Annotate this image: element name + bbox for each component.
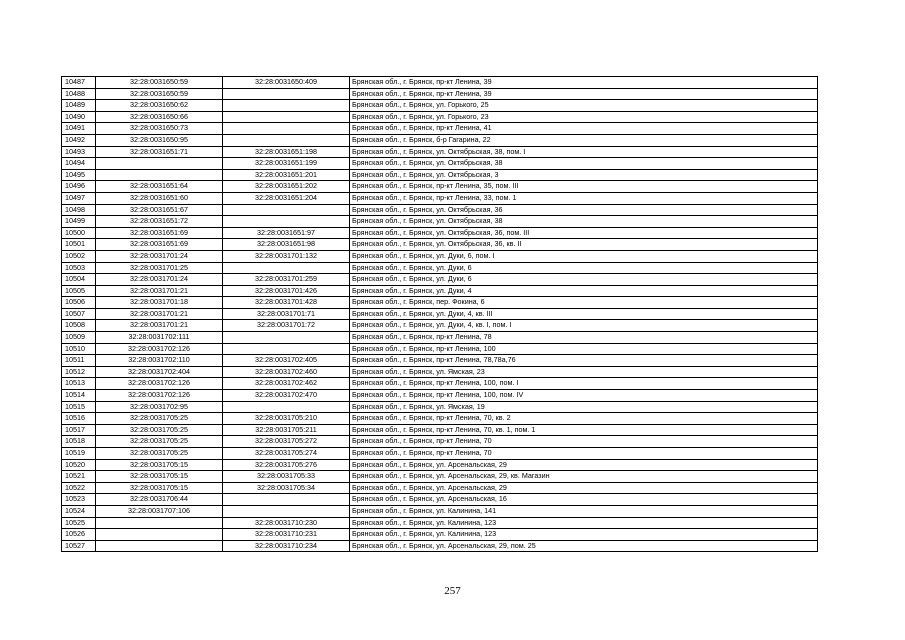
address-cell: Брянская обл., г. Брянск, ул. Арсенальская, 29, кв. Магазин — [350, 471, 818, 483]
object-cadastral-number-cell: 32:28:0031705:272 — [223, 436, 350, 448]
table-row — [62, 355, 818, 367]
object-cadastral-number-cell — [223, 216, 350, 228]
parcel-cadastral-number-cell: 32:28:0031705:15 — [96, 459, 223, 471]
parcel-cadastral-number-cell: 32:28:0031702:95 — [96, 401, 223, 413]
table-row — [62, 332, 818, 344]
row-number-cell: 10504 — [62, 274, 96, 286]
parcel-cadastral-number-cell: 32:28:0031701:21 — [96, 320, 223, 332]
address-cell: Брянская обл., г. Брянск, пр-кт Ленина, 100, пом. I — [350, 378, 818, 390]
table-row — [62, 401, 818, 413]
table-row — [62, 390, 818, 402]
parcel-cadastral-number-cell: 32:28:0031702:111 — [96, 332, 223, 344]
row-number-cell: 10501 — [62, 239, 96, 251]
object-cadastral-number-cell: 32:28:0031702:405 — [223, 355, 350, 367]
row-number-cell: 10514 — [62, 390, 96, 402]
table-row — [62, 343, 818, 355]
row-number-cell: 10497 — [62, 192, 96, 204]
row-number-cell: 10509 — [62, 332, 96, 344]
address-cell: Брянская обл., г. Брянск, ул. Арсенальская, 29 — [350, 482, 818, 494]
object-cadastral-number-cell: 32:28:0031705:33 — [223, 471, 350, 483]
parcel-cadastral-number-cell: 32:28:0031651:67 — [96, 204, 223, 216]
parcel-cadastral-number-cell: 32:28:0031701:24 — [96, 250, 223, 262]
address-cell: Брянская обл., г. Брянск, ул. Дуки, 6, пом. I — [350, 250, 818, 262]
address-cell: Брянская обл., г. Брянск, ул. Октябрьская, 38 — [350, 216, 818, 228]
address-cell: Брянская обл., г. Брянск, пр-кт Ленина, 100 — [350, 343, 818, 355]
object-cadastral-number-cell — [223, 204, 350, 216]
object-cadastral-number-cell: 32:28:0031710:234 — [223, 540, 350, 552]
parcel-cadastral-number-cell: 32:28:0031701:24 — [96, 274, 223, 286]
table-row — [62, 158, 818, 170]
row-number-cell: 10494 — [62, 158, 96, 170]
parcel-cadastral-number-cell — [96, 529, 223, 541]
row-number-cell: 10513 — [62, 378, 96, 390]
table-row — [62, 111, 818, 123]
object-cadastral-number-cell: 32:28:0031705:211 — [223, 424, 350, 436]
parcel-cadastral-number-cell: 32:28:0031705:15 — [96, 482, 223, 494]
address-cell: Брянская обл., г. Брянск, пр-кт Ленина, 78,78а,76 — [350, 355, 818, 367]
address-cell: Брянская обл., г. Брянск, пр-кт Ленина, 35, пом. III — [350, 181, 818, 193]
address-cell: Брянская обл., г. Брянск, пр-кт Ленина, 70 — [350, 448, 818, 460]
address-cell: Брянская обл., г. Брянск, б-р Гагарина, 22 — [350, 134, 818, 146]
parcel-cadastral-number-cell: 32:28:0031651:72 — [96, 216, 223, 228]
object-cadastral-number-cell: 32:28:0031701:426 — [223, 285, 350, 297]
parcel-cadastral-number-cell — [96, 158, 223, 170]
row-number-cell: 10519 — [62, 448, 96, 460]
row-number-cell: 10503 — [62, 262, 96, 274]
address-cell: Брянская обл., г. Брянск, пр-кт Ленина, 41 — [350, 123, 818, 135]
object-cadastral-number-cell: 32:28:0031701:428 — [223, 297, 350, 309]
parcel-cadastral-number-cell: 32:28:0031651:71 — [96, 146, 223, 158]
object-cadastral-number-cell — [223, 505, 350, 517]
table-row — [62, 274, 818, 286]
table-row — [62, 250, 818, 262]
table-row — [62, 181, 818, 193]
row-number-cell: 10510 — [62, 343, 96, 355]
address-cell: Брянская обл., г. Брянск, ул. Дуки, 4, кв. I, пом. I — [350, 320, 818, 332]
object-cadastral-number-cell: 32:28:0031705:34 — [223, 482, 350, 494]
row-number-cell: 10520 — [62, 459, 96, 471]
parcel-cadastral-number-cell — [96, 540, 223, 552]
object-cadastral-number-cell: 32:28:0031701:71 — [223, 308, 350, 320]
table-row — [62, 482, 818, 494]
object-cadastral-number-cell: 32:28:0031705:274 — [223, 448, 350, 460]
table-row — [62, 134, 818, 146]
row-number-cell: 10490 — [62, 111, 96, 123]
address-cell: Брянская обл., г. Брянск, пр-кт Ленина, 33, пом. 1 — [350, 192, 818, 204]
table-row — [62, 308, 818, 320]
table-row — [62, 529, 818, 541]
row-number-cell: 10517 — [62, 424, 96, 436]
row-number-cell: 10524 — [62, 505, 96, 517]
table-row — [62, 505, 818, 517]
address-cell: Брянская обл., г. Брянск, пер. Фокина, 6 — [350, 297, 818, 309]
parcel-cadastral-number-cell — [96, 169, 223, 181]
row-number-cell: 10521 — [62, 471, 96, 483]
address-cell: Брянская обл., г. Брянск, ул. Арсенальская, 16 — [350, 494, 818, 506]
parcel-cadastral-number-cell: 32:28:0031705:25 — [96, 424, 223, 436]
address-cell: Брянская обл., г. Брянск, ул. Октябрьская, 36, пом. III — [350, 227, 818, 239]
table-row — [62, 320, 818, 332]
object-cadastral-number-cell: 32:28:0031702:462 — [223, 378, 350, 390]
parcel-cadastral-number-cell: 32:28:0031651:60 — [96, 192, 223, 204]
object-cadastral-number-cell: 32:28:0031710:231 — [223, 529, 350, 541]
parcel-cadastral-number-cell: 32:28:0031705:25 — [96, 413, 223, 425]
row-number-cell: 10525 — [62, 517, 96, 529]
row-number-cell: 10522 — [62, 482, 96, 494]
row-number-cell: 10491 — [62, 123, 96, 135]
row-number-cell: 10488 — [62, 88, 96, 100]
address-cell: Брянская обл., г. Брянск, пр-кт Ленина, 70 — [350, 436, 818, 448]
parcel-cadastral-number-cell: 32:28:0031705:15 — [96, 471, 223, 483]
table-row — [62, 413, 818, 425]
table-row — [62, 100, 818, 112]
row-number-cell: 10507 — [62, 308, 96, 320]
parcel-cadastral-number-cell: 32:28:0031651:69 — [96, 239, 223, 251]
row-number-cell: 10516 — [62, 413, 96, 425]
table-row — [62, 88, 818, 100]
row-number-cell: 10526 — [62, 529, 96, 541]
row-number-cell: 10523 — [62, 494, 96, 506]
parcel-cadastral-number-cell: 32:28:0031702:126 — [96, 343, 223, 355]
table-row — [62, 204, 818, 216]
object-cadastral-number-cell: 32:28:0031710:230 — [223, 517, 350, 529]
address-cell: Брянская обл., г. Брянск, ул. Октябрьская, 36, кв. II — [350, 239, 818, 251]
object-cadastral-number-cell: 32:28:0031705:210 — [223, 413, 350, 425]
object-cadastral-number-cell — [223, 111, 350, 123]
object-cadastral-number-cell — [223, 332, 350, 344]
object-cadastral-number-cell: 32:28:0031701:259 — [223, 274, 350, 286]
address-cell: Брянская обл., г. Брянск, ул. Калинина, 123 — [350, 517, 818, 529]
table-body — [62, 77, 818, 552]
row-number-cell: 10499 — [62, 216, 96, 228]
row-number-cell: 10506 — [62, 297, 96, 309]
parcel-cadastral-number-cell: 32:28:0031706:44 — [96, 494, 223, 506]
table-row — [62, 146, 818, 158]
row-number-cell: 10502 — [62, 250, 96, 262]
object-cadastral-number-cell — [223, 134, 350, 146]
address-cell: Брянская обл., г. Брянск, ул. Ямская, 19 — [350, 401, 818, 413]
parcel-cadastral-number-cell: 32:28:0031702:404 — [96, 366, 223, 378]
table-row — [62, 169, 818, 181]
address-cell: Брянская обл., г. Брянск, ул. Арсенальская, 29, пом. 25 — [350, 540, 818, 552]
parcel-cadastral-number-cell: 32:28:0031650:95 — [96, 134, 223, 146]
parcel-cadastral-number-cell: 32:28:0031651:69 — [96, 227, 223, 239]
address-cell: Брянская обл., г. Брянск, ул. Октябрьская, 38 — [350, 158, 818, 170]
parcel-cadastral-number-cell: 32:28:0031650:73 — [96, 123, 223, 135]
row-number-cell: 10511 — [62, 355, 96, 367]
parcel-cadastral-number-cell: 32:28:0031702:126 — [96, 378, 223, 390]
object-cadastral-number-cell: 32:28:0031651:97 — [223, 227, 350, 239]
row-number-cell: 10527 — [62, 540, 96, 552]
address-cell: Брянская обл., г. Брянск, ул. Калинина, 123 — [350, 529, 818, 541]
row-number-cell: 10495 — [62, 169, 96, 181]
object-cadastral-number-cell — [223, 494, 350, 506]
object-cadastral-number-cell: 32:28:0031651:198 — [223, 146, 350, 158]
parcel-cadastral-number-cell: 32:28:0031650:66 — [96, 111, 223, 123]
address-cell: Брянская обл., г. Брянск, пр-кт Ленина, 78 — [350, 332, 818, 344]
parcel-cadastral-number-cell: 32:28:0031707:106 — [96, 505, 223, 517]
object-cadastral-number-cell: 32:28:0031702:470 — [223, 390, 350, 402]
address-cell: Брянская обл., г. Брянск, пр-кт Ленина, 100, пом. IV — [350, 390, 818, 402]
table-row — [62, 192, 818, 204]
table-row — [62, 517, 818, 529]
table-row — [62, 227, 818, 239]
table-row — [62, 123, 818, 135]
parcel-cadastral-number-cell: 32:28:0031650:59 — [96, 77, 223, 89]
address-cell: Брянская обл., г. Брянск, ул. Арсенальская, 29 — [350, 459, 818, 471]
object-cadastral-number-cell: 32:28:0031651:98 — [223, 239, 350, 251]
object-cadastral-number-cell — [223, 123, 350, 135]
address-cell: Брянская обл., г. Брянск, ул. Дуки, 4, кв. III — [350, 308, 818, 320]
table-row — [62, 216, 818, 228]
table-row — [62, 494, 818, 506]
row-number-cell: 10492 — [62, 134, 96, 146]
parcel-cadastral-number-cell: 32:28:0031701:25 — [96, 262, 223, 274]
address-cell: Брянская обл., г. Брянск, пр-кт Ленина, 70, кв. 2 — [350, 413, 818, 425]
parcel-cadastral-number-cell — [96, 517, 223, 529]
row-number-cell: 10489 — [62, 100, 96, 112]
table-row — [62, 448, 818, 460]
table-row — [62, 424, 818, 436]
object-cadastral-number-cell: 32:28:0031651:204 — [223, 192, 350, 204]
table-row — [62, 366, 818, 378]
parcel-cadastral-number-cell: 32:28:0031651:64 — [96, 181, 223, 193]
address-cell: Брянская обл., г. Брянск, ул. Горького, 25 — [350, 100, 818, 112]
object-cadastral-number-cell — [223, 401, 350, 413]
table-row — [62, 378, 818, 390]
row-number-cell: 10518 — [62, 436, 96, 448]
object-cadastral-number-cell: 32:28:0031701:132 — [223, 250, 350, 262]
table-row — [62, 297, 818, 309]
object-cadastral-number-cell — [223, 88, 350, 100]
row-number-cell: 10512 — [62, 366, 96, 378]
parcel-cadastral-number-cell: 32:28:0031702:110 — [96, 355, 223, 367]
address-cell: Брянская обл., г. Брянск, ул. Октябрьская, 36 — [350, 204, 818, 216]
parcel-cadastral-number-cell: 32:28:0031705:25 — [96, 448, 223, 460]
object-cadastral-number-cell — [223, 100, 350, 112]
object-cadastral-number-cell: 32:28:0031651:202 — [223, 181, 350, 193]
row-number-cell: 10493 — [62, 146, 96, 158]
row-number-cell: 10505 — [62, 285, 96, 297]
parcel-cadastral-number-cell: 32:28:0031650:62 — [96, 100, 223, 112]
object-cadastral-number-cell: 32:28:0031705:276 — [223, 459, 350, 471]
object-cadastral-number-cell — [223, 262, 350, 274]
table-row — [62, 459, 818, 471]
object-cadastral-number-cell: 32:28:0031651:201 — [223, 169, 350, 181]
row-number-cell: 10508 — [62, 320, 96, 332]
object-cadastral-number-cell — [223, 343, 350, 355]
address-cell: Брянская обл., г. Брянск, ул. Калинина, 141 — [350, 505, 818, 517]
address-cell: Брянская обл., г. Брянск, ул. Дуки, 6 — [350, 262, 818, 274]
object-cadastral-number-cell: 32:28:0031702:460 — [223, 366, 350, 378]
row-number-cell: 10496 — [62, 181, 96, 193]
parcel-cadastral-number-cell: 32:28:0031701:21 — [96, 308, 223, 320]
table-row — [62, 436, 818, 448]
table-row — [62, 262, 818, 274]
address-cell: Брянская обл., г. Брянск, ул. Горького, 23 — [350, 111, 818, 123]
row-number-cell: 10487 — [62, 77, 96, 89]
row-number-cell: 10498 — [62, 204, 96, 216]
parcel-cadastral-number-cell: 32:28:0031705:25 — [96, 436, 223, 448]
object-cadastral-number-cell: 32:28:0031701:72 — [223, 320, 350, 332]
table-row — [62, 77, 818, 89]
property-register-table — [61, 76, 818, 552]
parcel-cadastral-number-cell: 32:28:0031650:59 — [96, 88, 223, 100]
row-number-cell: 10515 — [62, 401, 96, 413]
address-cell: Брянская обл., г. Брянск, ул. Октябрьская, 38, пом. I — [350, 146, 818, 158]
table-row — [62, 471, 818, 483]
parcel-cadastral-number-cell: 32:28:0031701:21 — [96, 285, 223, 297]
row-number-cell: 10500 — [62, 227, 96, 239]
address-cell: Брянская обл., г. Брянск, ул. Ямская, 23 — [350, 366, 818, 378]
parcel-cadastral-number-cell: 32:28:0031701:18 — [96, 297, 223, 309]
object-cadastral-number-cell: 32:28:0031650:409 — [223, 77, 350, 89]
address-cell: Брянская обл., г. Брянск, пр-кт Ленина, 70, кв. 1, пом. 1 — [350, 424, 818, 436]
address-cell: Брянская обл., г. Брянск, ул. Дуки, 4 — [350, 285, 818, 297]
parcel-cadastral-number-cell: 32:28:0031702:126 — [96, 390, 223, 402]
address-cell: Брянская обл., г. Брянск, пр-кт Ленина, 39 — [350, 77, 818, 89]
address-cell: Брянская обл., г. Брянск, пр-кт Ленина, 39 — [350, 88, 818, 100]
table-row — [62, 285, 818, 297]
object-cadastral-number-cell: 32:28:0031651:199 — [223, 158, 350, 170]
table-row — [62, 239, 818, 251]
table-row — [62, 540, 818, 552]
address-cell: Брянская обл., г. Брянск, ул. Дуки, 6 — [350, 274, 818, 286]
address-cell: Брянская обл., г. Брянск, ул. Октябрьская, 3 — [350, 169, 818, 181]
page-number: 257 — [444, 585, 461, 597]
